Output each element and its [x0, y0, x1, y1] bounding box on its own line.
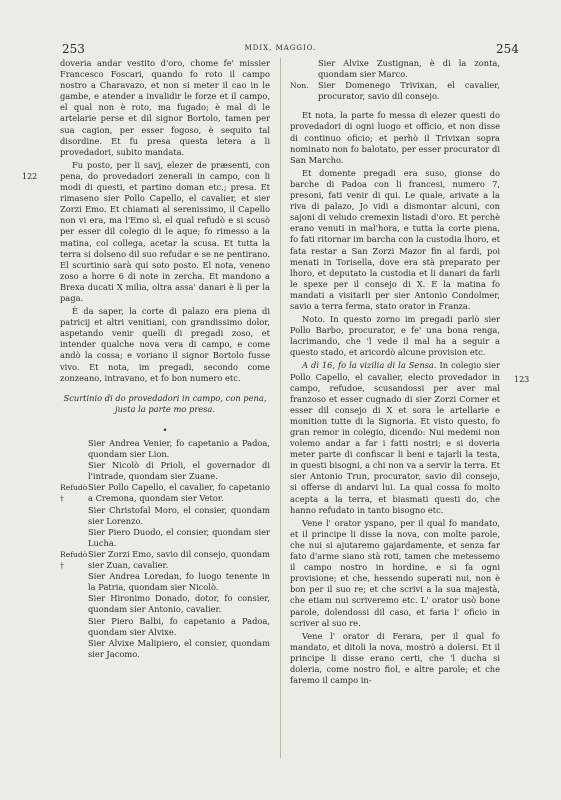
paragraph: È da saper, la corte di palazo era piena di patricij et altri venitiani, con grandissimo dolor, aspetando venir quelli di pregadi zoso, et intender qualche nova vera di campo, e come andò la cossa; e voriano il signor Bortolo fusse vivo. Et nota, im pregadi, secondo come zonzeano, intravano, et fo bon numero etc.: [60, 306, 270, 383]
scrutiny-entry: [60, 438, 270, 460]
running-title: MDIX, MAGGIO.: [244, 44, 317, 52]
scrutiny-entry: [60, 638, 270, 660]
vote-mark: Non.: [290, 81, 309, 91]
vote-mark: Refudò †: [60, 549, 88, 571]
scrutiny-entry: [60, 593, 270, 615]
date-lead: A dì 16, fo la vizilia di la Sensa.: [302, 360, 437, 371]
scrutiny-entry: [60, 549, 270, 571]
paragraph: Fu posto, per li savj, elezer de præsenti, con pena, do provedadori zenerali in campo, con li modi di questi, et partino doman etc.; presa. Et rimaseno sier Pollo Capello, el cavalier, et sier Zorzi Emo. Et chiamati al serenissimo, il Capello non vi era, ma l'Emo sì, el qual refudò e si scusò per esser dil colegio di le aque; fo rimesso a la matina, col collega, acetar la scusa. Et tutta la terra si dolseno dil suo refudar e se ne pentirano. El scurtinio sarà qui soto posto. El nota, veneno zoso a horre 6 di note in zercha. Et mandono a Brexa ducati X milia, oltra assa' danari è lì per la paga.: [60, 159, 270, 303]
candidate-text: Sier Christofal Moro, el consier, quondam sier Lorenzo.: [88, 504, 270, 526]
margin-number-right: 123: [514, 375, 530, 384]
scrutiny-entry: [60, 482, 270, 504]
candidate-text: Sier Alvixe Zustignan, è di la zonta, quondam sier Marco.: [318, 58, 500, 80]
scrutiny-entry: [60, 571, 270, 593]
candidate-text: Sier Zorzi Emo, savio dil consejo, quondam sier Zuan, cavalier.: [88, 548, 270, 571]
right-page-number: 254: [496, 42, 519, 56]
candidate-text: Sier Nicolò di Prioli, el governador di l'intrade, quondam sier Zuane.: [88, 460, 270, 482]
paragraph: [290, 360, 500, 515]
scrutiny-entry: [60, 616, 270, 638]
section-heading: Scurtinio di do provedadori in campo, con pena, justa la parte mo presa.: [63, 392, 267, 414]
paragraph: doveria andar vestito d'oro, chome fe' missier Francesco Foscari, quando fo roto il campo nostro a Charavazo, et non si meter il cao in le gambe, e atender a invalidir le forze et il campo, el qual non è roto, ma fugado; è mal di le artelarie perse et dil signor Bortolo, tamen per sua cagion, per esser fogoso, è sequito tal disordine. Et fu presa questa letera a li provedadori, subito mandata.: [60, 58, 270, 157]
scrutiny-entry: [60, 527, 270, 549]
candidate-text: Sier Domenego Trivixan, el cavalier, procurator, savio dil consejo.: [318, 80, 500, 102]
candidate-text: Sier Hironimo Donado, dotor, fo consier, quondam sier Antonio, cavalier.: [88, 593, 270, 615]
candidate-text: Sier Andrea Loredan, fo luogo tenente in la Patria, quondam sier Nicolò.: [88, 571, 270, 593]
paragraph-text: In colegio sier Pollo Capello, el cavalier, electo provedador in campo, refudoe, scusandossi per aver mal franzoso et esser cugnado di sier Zorzi Corner et esser dil consejo di X et sora le artellarie e monition tutte di la Signoria. Et visto questo, fo gran remor in colegio, dicendo: Nui medemi non volemo andar a far i fatti nostri; e si doveria meter parte di confiscar li beni e tajarli la testa, in questi bisogni, a chi non va a servir la terra. Et sier Antonio Trun, procurator, savio dil consejo, si offerse di andarvi lui. La qual cossa fo molto acepta a la terra, et biasmati questi do, che hanno refudato in tanto bisogno etc.: [290, 360, 500, 515]
bullet-mark: •: [162, 424, 168, 435]
paragraph: Noto. In questo zorno im pregadi parlò sier Pollo Barbo, procurator, e fe' una bona renga, lacrimando, che 'l vede il mal ha a seguir a questo stado, et aricordò alcune provision etc.: [290, 314, 500, 358]
paragraph: Et nota, la parte fo messa di elezer questi do provedadori di ogni luogo et officio, et non disse di continuo oficio; et perhò il Trivixan sopra nominato non fo balotato, per esser procurator di San Marcho.: [290, 110, 500, 165]
scrutiny-entry: [60, 505, 270, 527]
scrutiny-list-continued: [290, 58, 500, 102]
column-divider: [280, 58, 281, 758]
scrutiny-entry: [290, 58, 500, 80]
paragraph: Et domente pregadi era suso, gionse do barche di Padoa con li francesi, numero 7, presoni, fati venir di qui. Le quale, arivate a la riva di palazo, Jo vidi a dismontar alcuni, con sajoni di veludo cremexin listadi d'oro. Et perchè erano venuti in mal'hora, e tutta la corte piena, fo fati ritornar im barcha con la custodia lhoro, et fata restar a San Zorzi Mazor fin al fardi, poi menati in Torisella, dove era stà preparato per lhoro, et deputato la custodia et li danari da farli le spexe per il consejo di X. E la matina fo mandati a visitarli per sier Antonio Condolmer, savio a terra ferma, stato orator in Franza.: [290, 167, 500, 311]
vote-mark: Refudò †: [60, 483, 88, 504]
candidate-text: Sier Piero Balbi, fo capetanio a Padoa, quondam sier Alvixe.: [88, 615, 270, 637]
candidate-text: Sier Andrea Venier, fo capetanio a Padoa, quondam sier Lion.: [88, 438, 270, 460]
scrutiny-entry: [60, 460, 270, 482]
candidate-text: Sier Pollo Capello, el cavalier, fo capetanio a Cremona, quondam sier Vetor.: [88, 482, 270, 504]
paragraph: Vene l' orator di Ferara, per il qual fo mandato, et ditoli la nova, mostrò a dolersi. Et il principe li disse erano certi, che 'l ducha si doleria, come nostro fiol, e altre parole; et che faremo il campo in-: [290, 630, 500, 686]
candidate-text: Sier Alvixe Malipiero, el consier, quondam sier Jacomo.: [88, 637, 270, 659]
margin-number-left: 122: [22, 172, 38, 181]
candidate-text: Sier Piero Duodo, el consier, quondam sier Lucha.: [88, 526, 270, 548]
right-column: [290, 58, 500, 688]
paragraph: Vene l' orator yspano, per il qual fo mandato, et il principe li disse la nova, con molte parole, che nui si ajutaremo gajardamente, et senza far fato d'arme siano stà roti, tamen che metessemo il campo nostro in hordine, e si fa ogni provisione; et che, hessendo superati nui, non è bon per il suo re; et che scrivi a la sua majestà, che etiam nui scriveremo etc. L' orator usò bone parole, dolendossi dil caso, et faria l' oficio in scriver al suo re.: [290, 517, 500, 628]
scrutiny-entry: [290, 80, 500, 102]
scrutiny-list: [60, 438, 270, 660]
left-column: [60, 58, 270, 660]
left-page-number: 253: [62, 42, 85, 56]
